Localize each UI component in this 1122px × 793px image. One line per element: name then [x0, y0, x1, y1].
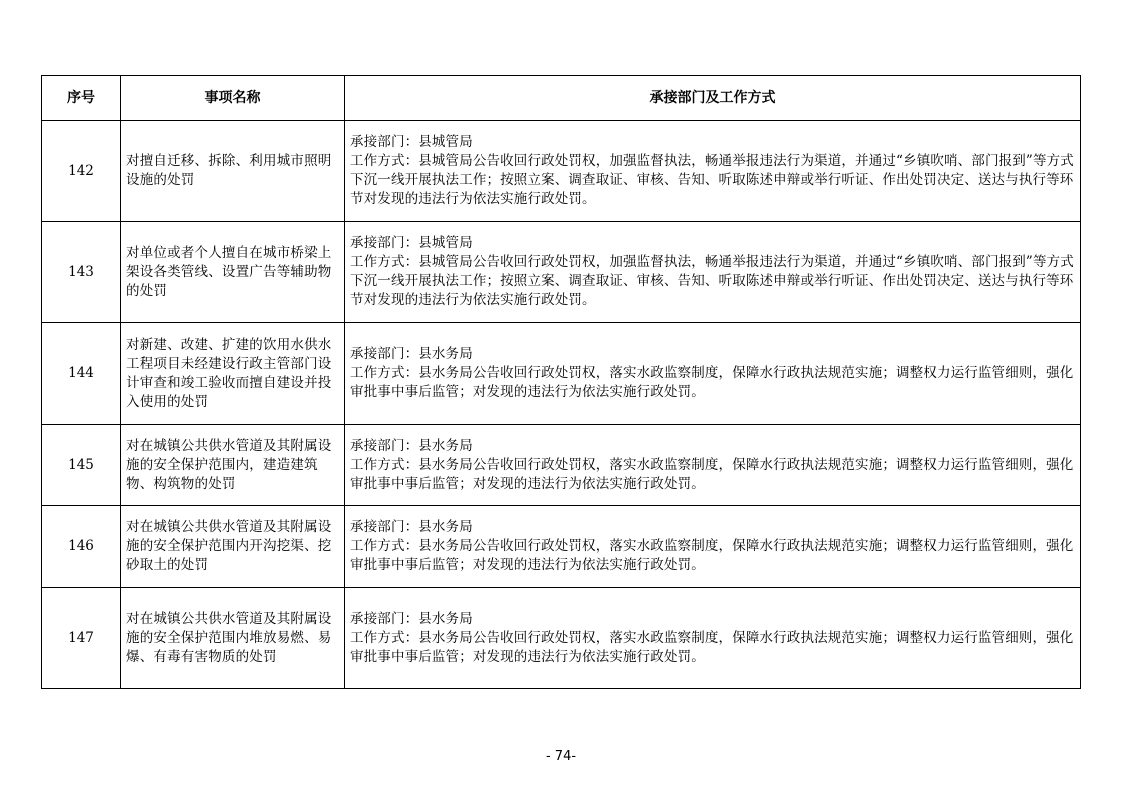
- row-item-name: 对在城镇公共供水管道及其附属设施的安全保护范围内堆放易燃、易爆、有毒有害物质的处罚: [121, 588, 345, 689]
- items-table: [41, 75, 1081, 689]
- row-method: 工作方式：县城管局公告收回行政处罚权，加强监督执法，畅通举报违法行为渠道，并通过“乡镇吹哨、部门报到”等方式下沉一线开展执法工作；按照立案、调查取证、审核、告知、听取陈述申辩或举行听证、作出处罚决定、送达与执行等环节对发现的违法行为依法实施行政处罚。: [350, 153, 1074, 207]
- table-row: [42, 323, 1081, 425]
- header-item-name: 事项名称: [121, 76, 345, 121]
- row-item-name: 对在城镇公共供水管道及其附属设施的安全保护范围内开沟挖渠、挖砂取土的处罚: [121, 506, 345, 588]
- row-item-name: 对单位或者个人擅自在城市桥梁上架设各类管线、设置广告等辅助物的处罚: [121, 222, 345, 323]
- row-dept-method: [345, 588, 1081, 689]
- header-dept-method: 承接部门及工作方式: [345, 76, 1081, 121]
- row-method: 工作方式：县城管局公告收回行政处罚权，加强监督执法，畅通举报违法行为渠道，并通过“乡镇吹哨、部门报到”等方式下沉一线开展执法工作；按照立案、调查取证、审核、告知、听取陈述申辩或举行听证、作出处罚决定、送达与执行等环节对发现的违法行为依法实施行政处罚。: [350, 254, 1074, 308]
- row-serial: 142: [42, 121, 121, 222]
- header-row: [42, 76, 1081, 121]
- row-serial: 146: [42, 506, 121, 588]
- row-method: 工作方式：县水务局公告收回行政处罚权，落实水政监察制度，保障水行政执法规范实施；调整权力运行监管细则，强化审批事中事后监管；对发现的违法行为依法实施行政处罚。: [350, 456, 1074, 492]
- table-row: [42, 121, 1081, 222]
- row-item-name: 对擅自迁移、拆除、利用城市照明设施的处罚: [121, 121, 345, 222]
- row-serial: 145: [42, 425, 121, 506]
- row-item-name: 对新建、改建、扩建的饮用水供水工程项目未经建设行政主管部门设计审查和竣工验收而擅自建设并投入使用的处罚: [121, 323, 345, 425]
- row-dept-method: [345, 425, 1081, 506]
- row-serial: 143: [42, 222, 121, 323]
- table-row: [42, 506, 1081, 588]
- table-row: [42, 222, 1081, 323]
- row-serial: 147: [42, 588, 121, 689]
- row-dept-method: [345, 323, 1081, 425]
- row-serial: 144: [42, 323, 121, 425]
- row-method: 工作方式：县水务局公告收回行政处罚权，落实水政监察制度，保障水行政执法规范实施；调整权力运行监管细则，强化审批事中事后监管；对发现的违法行为依法实施行政处罚。: [350, 365, 1074, 400]
- row-dept: 承接部门：县水务局: [350, 610, 473, 627]
- row-dept: 承接部门：县水务局: [350, 437, 473, 454]
- page-number: - 74-: [545, 749, 577, 764]
- row-dept-method: [345, 222, 1081, 323]
- row-method: 工作方式：县水务局公告收回行政处罚权，落实水政监察制度，保障水行政执法规范实施；调整权力运行监管细则，强化审批事中事后监管；对发现的违法行为依法实施行政处罚。: [350, 629, 1074, 665]
- row-item-name: 对在城镇公共供水管道及其附属设施的安全保护范围内，建造建筑物、构筑物的处罚: [121, 425, 345, 506]
- row-dept: 承接部门：县水务局: [350, 519, 473, 535]
- header-serial: 序号: [42, 76, 121, 121]
- row-method: 工作方式：县水务局公告收回行政处罚权，落实水政监察制度，保障水行政执法规范实施；调整权力运行监管细则，强化审批事中事后监管；对发现的违法行为依法实施行政处罚。: [350, 538, 1074, 573]
- table-row: [42, 588, 1081, 689]
- table-row: [42, 425, 1081, 506]
- row-dept: 承接部门：县城管局: [350, 134, 473, 150]
- row-dept-method: [345, 506, 1081, 588]
- row-dept: 承接部门：县水务局: [350, 346, 473, 362]
- row-dept: 承接部门：县城管局: [350, 235, 473, 251]
- row-dept-method: [345, 121, 1081, 222]
